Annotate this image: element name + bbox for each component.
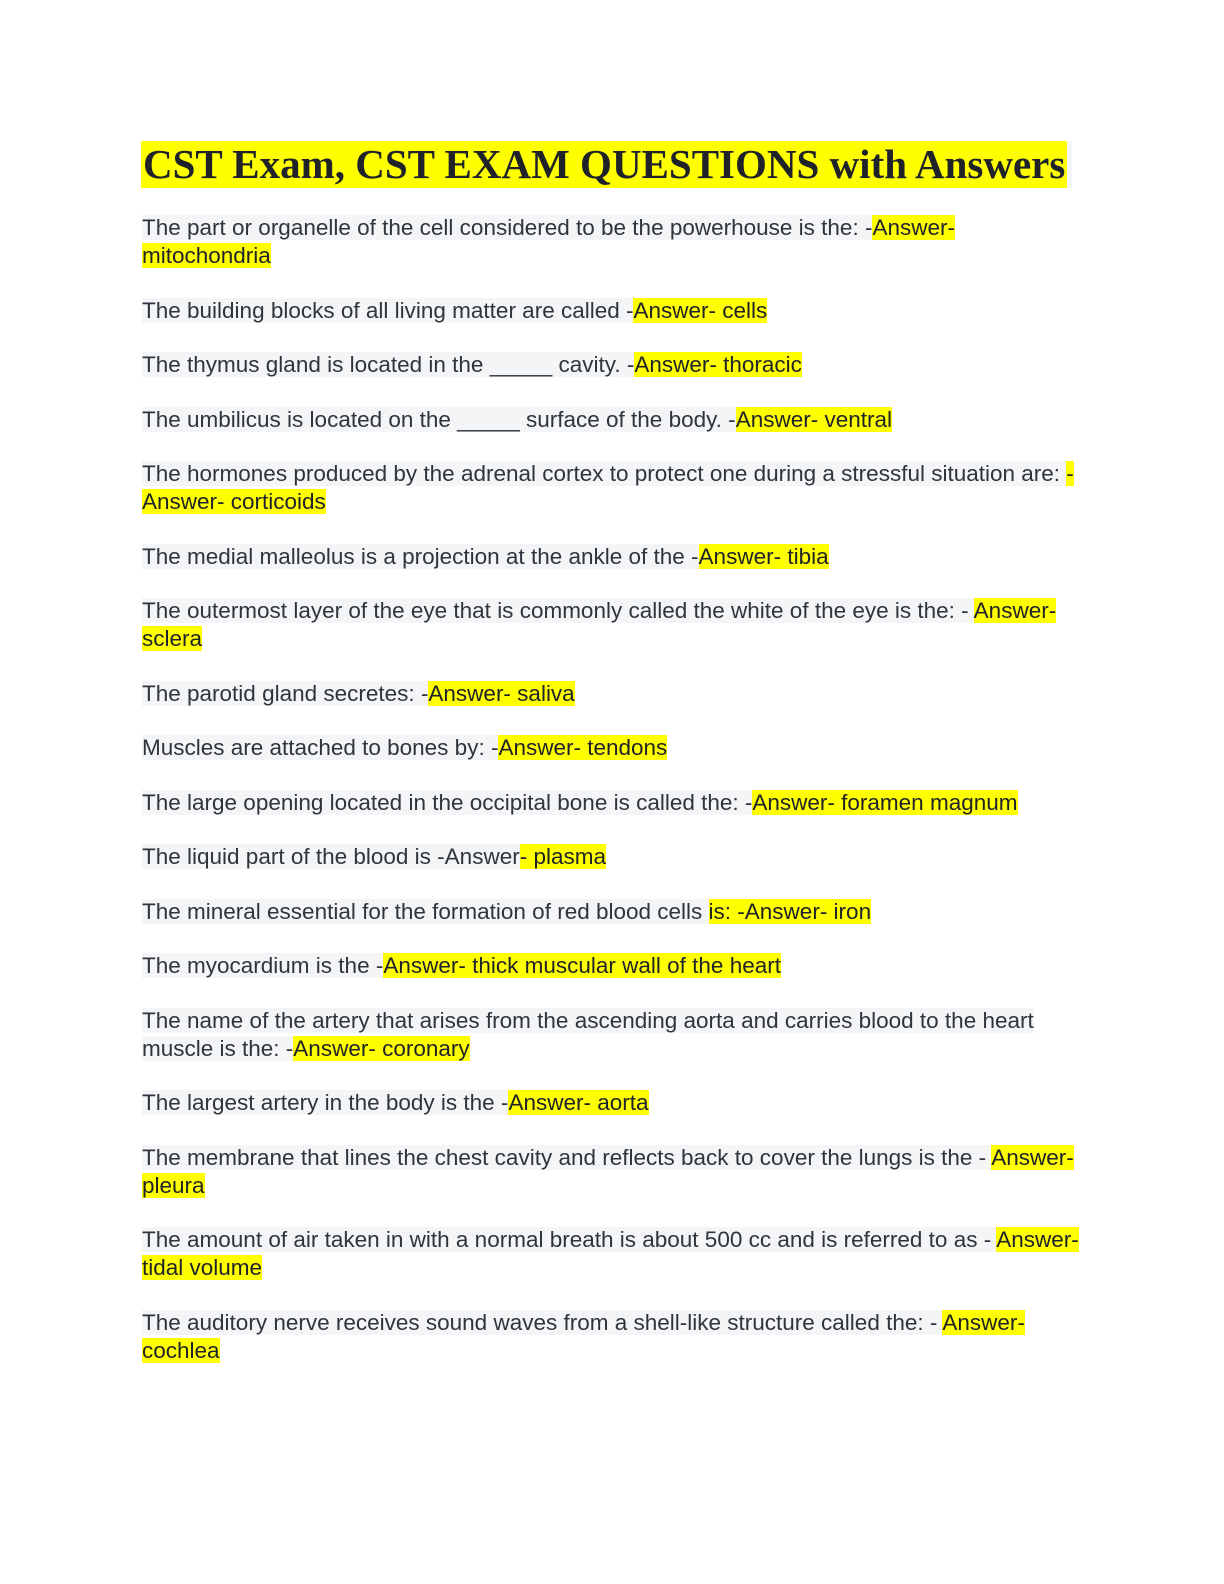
answer-text: Answer- tibia (698, 543, 829, 569)
answer-text: Answer- thick muscular wall of the heart (383, 953, 781, 978)
qa-list (142, 214, 1082, 1391)
question-text: The liquid part of the blood is -Answer (142, 844, 520, 869)
qa-item-14 (142, 1007, 1082, 1063)
question-text: The umbilicus is located on the _____ surface of the body. - (142, 406, 736, 432)
answer-text: Answer- cells (633, 297, 768, 323)
qa-item-10 (142, 789, 1082, 817)
qa-item-2 (142, 297, 1082, 325)
title-row (141, 141, 1072, 188)
question-text: The parotid gland secretes: - (142, 680, 429, 706)
question-text: The building blocks of all living matter are called - (142, 297, 634, 323)
question-text: Muscles are attached to bones by: - (142, 735, 499, 760)
qa-item-8 (142, 680, 1082, 708)
answer-text: - plasma (519, 844, 606, 869)
question-text: The medial malleolus is a projection at the ankle of the - (142, 543, 699, 569)
answer-text: Answer- tidal volume (142, 1227, 1079, 1280)
qa-item-6 (142, 543, 1082, 571)
qa-item-15 (142, 1089, 1082, 1117)
question-text: The large opening located in the occipital bone is called the: - (142, 789, 753, 815)
answer-text: Answer- aorta (508, 1090, 649, 1115)
question-text: The hormones produced by the adrenal cortex to protect one during a stressful situation are: (142, 461, 1067, 486)
qa-item-13 (142, 952, 1082, 980)
qa-item-16 (142, 1144, 1082, 1200)
question-text: The name of the artery that arises from the ascending aorta and carries blood to the heart muscle is the: - (142, 1007, 1034, 1061)
answer-text: Answer- tendons (498, 735, 668, 760)
question-text: The largest artery in the body is the - (142, 1090, 509, 1115)
answer-text: Answer- saliva (428, 680, 575, 706)
answer-text: Answer- ventral (735, 406, 892, 432)
answer-text: Answer- coronary (293, 1035, 470, 1061)
qa-item-4 (142, 406, 1082, 434)
question-text: The mineral essential for the formation of red blood cells (142, 898, 709, 924)
question-text: The part or organelle of the cell considered to be the powerhouse is the: - (142, 215, 873, 240)
answer-text: Answer- sclera (142, 598, 1057, 651)
question-text: The outermost layer of the eye that is commonly called the white of the eye is the: - (142, 598, 974, 623)
question-text: The thymus gland is located in the _____ cavity. - (142, 352, 635, 377)
question-text: The auditory nerve receives sound waves from a shell-like structure called the: - (142, 1309, 943, 1335)
qa-item-3 (142, 351, 1082, 379)
question-text: The myocardium is the - (142, 953, 384, 978)
qa-item-7 (142, 597, 1082, 653)
qa-item-18 (142, 1309, 1082, 1365)
qa-item-12 (142, 898, 1082, 926)
answer-text: is: -Answer- iron (708, 898, 872, 924)
qa-item-17 (142, 1226, 1082, 1282)
answer-text: Answer- mitochondria (142, 215, 955, 268)
answer-text: -Answer- corticoids (142, 461, 1074, 514)
question-text: The membrane that lines the chest cavity and reflects back to cover the lungs is the - (142, 1144, 992, 1170)
qa-item-9 (142, 734, 1082, 762)
qa-item-5 (142, 460, 1082, 516)
question-text: The amount of air taken in with a normal breath is about 500 cc and is referred to as - (142, 1227, 997, 1252)
document-title: CST Exam, CST EXAM QUESTIONS with Answers (143, 141, 1066, 187)
answer-text: Answer- foramen magnum (752, 789, 1018, 815)
qa-item-11 (142, 843, 1082, 871)
answer-text: Answer- pleura (142, 1144, 1074, 1198)
answer-text: Answer- thoracic (634, 352, 802, 377)
answer-text: Answer- cochlea (142, 1309, 1025, 1363)
qa-item-1 (142, 214, 1082, 270)
